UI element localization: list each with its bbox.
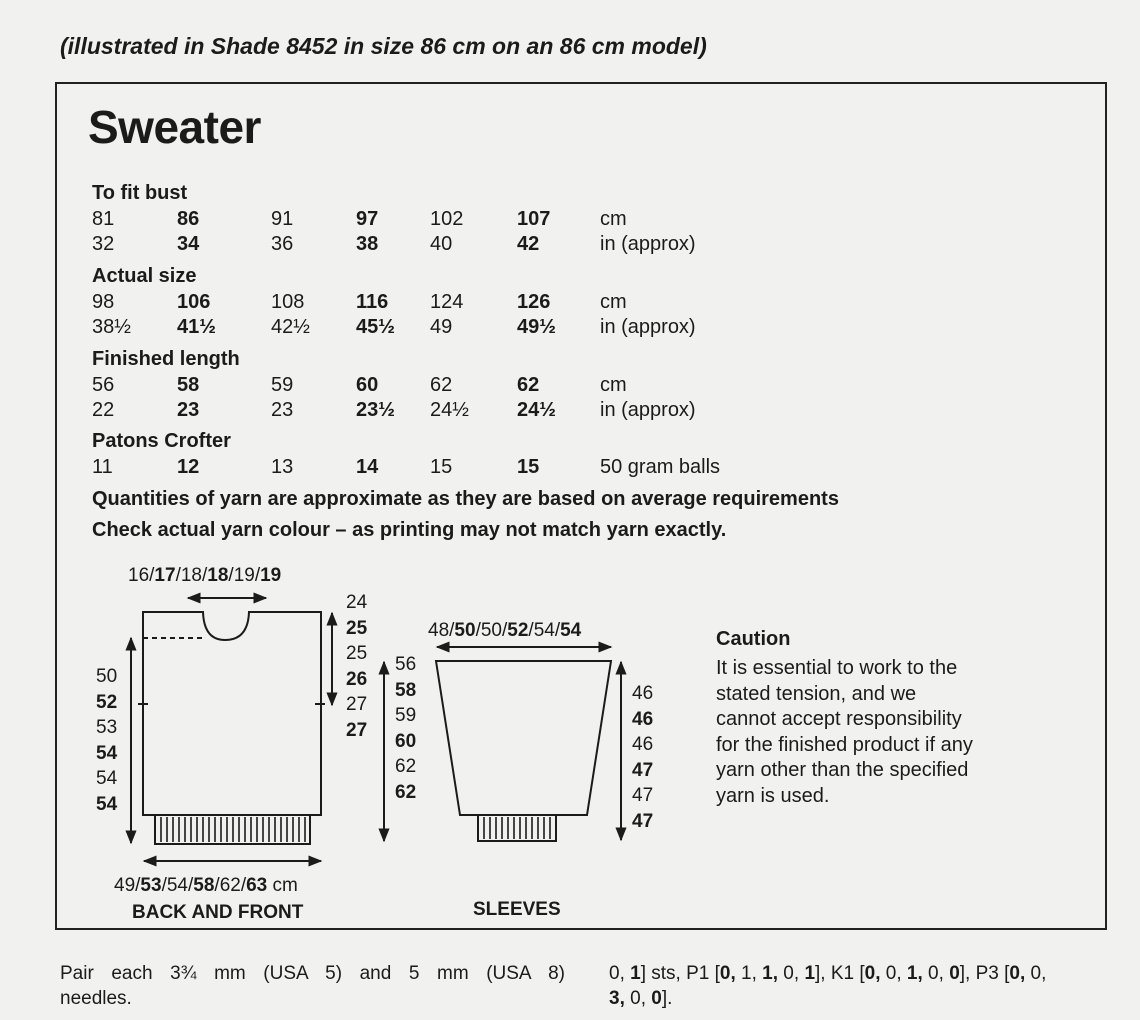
instruction-fragment: 1 [630,963,641,984]
instruction-fragment: 0, [880,963,907,984]
instruction-fragment: ], K1 [ [815,963,865,984]
size-value: 13 [271,456,294,478]
side-length-values: 50 52 53 54 54 54 [96,666,118,815]
size-value: 59 [271,374,294,396]
unit-label: 50 gram balls [600,456,721,478]
size-value: 23 [271,399,294,421]
instruction-fragment: 0 [949,963,960,984]
size-value: 42 [517,233,540,255]
size-value: 56 [92,374,115,396]
illustration-caption: (illustrated in Shade 8452 in size 86 cm on an 86 cm model) [60,33,707,59]
stitch-instructions [609,961,1046,1011]
size-value: 106 [177,291,211,313]
size-value: 108 [271,291,305,313]
size-value: 41½ [177,316,216,338]
section-label: Patons Crofter [92,430,231,452]
unit-label: in (approx) [600,316,696,338]
instruction-fragment: 0, [1025,963,1047,984]
instruction-fragment: 1, [906,963,923,984]
size-value: 102 [430,208,464,230]
size-value: 97 [356,208,379,230]
size-value: 107 [517,208,551,230]
instruction-fragment: ] sts, P1 [ [640,963,720,984]
caution-text: It is essential to work to the stated tension, and we cannot accept responsibility for the finished product if any yarn other than the specified yarn is used. [716,657,973,807]
instruction-fragment: 0, [864,963,881,984]
size-value: 11 [92,456,113,478]
size-value: 15 [430,456,453,478]
size-value: 40 [430,233,453,255]
instruction-fragment: 1 [804,963,816,984]
size-value: 12 [177,456,200,478]
instruction-fragment: ], P3 [ [959,963,1010,984]
pattern-title: Sweater [88,101,261,153]
size-value: 60 [356,374,379,396]
size-value: 126 [517,291,551,313]
size-value: 45½ [356,316,395,338]
size-value: 91 [271,208,294,230]
instruction-fragment: 1, [735,963,763,984]
back-front-label: BACK AND FRONT [132,902,304,923]
instruction-fragment: 0 [651,988,662,1009]
instruction-fragment: 0, [719,963,736,984]
size-value: 24½ [517,399,556,421]
size-value: 42½ [271,316,310,338]
back-front-body-outline [143,612,321,815]
instruction-fragment: 0, [624,988,652,1009]
caution-heading: Caution [716,628,791,650]
size-value: 86 [177,208,200,230]
unit-label: cm [600,291,627,313]
size-value: 49½ [517,316,556,338]
size-value: 23 [177,399,200,421]
size-value: 23½ [356,399,395,421]
size-value: 124 [430,291,464,313]
size-value: 58 [177,374,200,396]
instruction-fragment: 0, [778,963,805,984]
sleeve-right-length-values: 46 46 46 47 47 47 [632,683,654,832]
size-value: 36 [271,233,294,255]
size-value: 34 [177,233,200,255]
instruction-fragment: 3, [609,988,625,1009]
size-value: 38 [356,233,379,255]
armhole-depth-values: 24 25 25 26 27 27 [346,592,368,741]
sleeve-outline [436,661,611,815]
unit-label: cm [600,374,627,396]
size-value: 22 [92,399,115,421]
neck-width-label: 16/17/18/18/19/19 [128,565,282,586]
size-value: 38½ [92,316,131,338]
size-value: 24½ [430,399,469,421]
instruction-fragment: 0, [609,963,631,984]
width-label: 49/53/54/58/62/63 cm [114,875,298,896]
unit-label: in (approx) [600,233,696,255]
size-value: 15 [517,456,540,478]
instruction-fragment: 0, [922,963,950,984]
section-label: Actual size [92,265,197,287]
size-value: 116 [356,291,389,313]
yarn-colour-note: Check actual yarn colour – as printing may not match yarn exactly. [92,519,727,541]
needles-text: Pair each 3¾ mm (USA 5) and 5 mm (USA 8) needles. [60,963,565,1009]
yarn-quantity-note: Quantities of yarn are approximate as they are based on average requirements [92,488,839,510]
unit-label: in (approx) [600,399,696,421]
size-value: 62 [517,374,540,396]
section-label: To fit bust [92,182,188,204]
size-value: 62 [430,374,453,396]
sleeves-label: SLEEVES [473,899,561,920]
sleeve-top-width-label: 48/50/50/52/54/54 [428,620,582,641]
size-value: 32 [92,233,115,255]
unit-label: cm [600,208,627,230]
instruction-fragment: 0, [1009,963,1026,984]
size-value: 81 [92,208,115,230]
size-value: 49 [430,316,453,338]
size-value: 98 [92,291,115,313]
section-label: Finished length [92,348,240,370]
instruction-fragment: 1, [762,963,779,984]
instruction-fragment: ]. [661,988,673,1009]
size-value: 14 [356,456,379,478]
sleeve-left-length-values: 56 58 59 60 62 62 [395,654,417,803]
